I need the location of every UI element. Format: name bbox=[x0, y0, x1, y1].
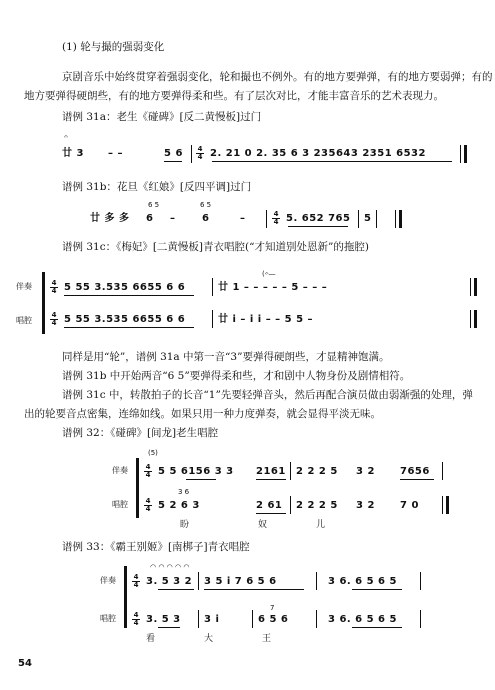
lyric: 儿 bbox=[316, 520, 326, 530]
ex33-voc-measure-2: 3 i bbox=[204, 614, 220, 625]
ex31b-note-1: 6 bbox=[146, 213, 154, 224]
barline bbox=[420, 572, 421, 590]
barline bbox=[470, 278, 471, 296]
barline bbox=[442, 496, 443, 514]
barline bbox=[470, 310, 471, 328]
system-brace bbox=[136, 458, 142, 518]
barline bbox=[198, 610, 199, 628]
barline bbox=[395, 210, 396, 228]
beam bbox=[212, 161, 452, 162]
time-signature: 4 4 bbox=[133, 573, 139, 589]
system-brace bbox=[124, 566, 130, 628]
beam bbox=[64, 295, 194, 296]
beam bbox=[204, 589, 304, 590]
repeat-note: (5) bbox=[148, 449, 158, 457]
time-signature: 4 4 bbox=[197, 145, 203, 161]
label-accompaniment: 伴奏 bbox=[112, 466, 128, 475]
barline bbox=[460, 145, 461, 163]
label-vocal: 唱腔 bbox=[16, 316, 32, 325]
page-number: 54 bbox=[18, 658, 32, 669]
beam bbox=[186, 479, 216, 480]
grace-note: 6 5 bbox=[148, 201, 160, 209]
intro-paragraph-line-1: 京剧音乐中始终贯穿着强弱变化，轮和撮也不例外。有的地方要弹弹，有的地方要弱弹；有的 bbox=[62, 71, 493, 83]
ex33-voc-measure-3: 6 5 6 bbox=[258, 614, 289, 625]
beam bbox=[400, 479, 434, 480]
ex32-acc-measure-2: 2161 bbox=[256, 466, 286, 477]
ex31c-acc-measure-1: 5 55 3.535 6655 6 6 bbox=[64, 282, 186, 293]
intro-paragraph-line-2: 地方要弹得硬朗些，有的地方要弹得柔和些。有了层次对比，才能丰富音乐的艺术表现力。 bbox=[24, 90, 444, 102]
lyric: 盼 bbox=[180, 520, 190, 530]
lyric: 大 bbox=[204, 634, 214, 644]
ex31b-measure-2: 5 bbox=[364, 213, 372, 224]
ex32-acc-measure-3: 2 2 2 5 bbox=[296, 466, 338, 477]
ex33-acc-measure-2: 3 5 i 7 6 5 6 bbox=[204, 576, 277, 587]
ex31a-measure-1: 5 6 bbox=[164, 148, 183, 159]
ex32-acc-measure-1: 5 5 6156 3 3 bbox=[158, 466, 234, 477]
label-vocal: 唱腔 bbox=[112, 500, 128, 509]
barline bbox=[191, 145, 192, 163]
ornament-marks: ◠ ◠ ◠ ◠ ◠ bbox=[150, 563, 190, 571]
beam bbox=[288, 226, 348, 227]
final-barline bbox=[474, 310, 477, 328]
final-barline bbox=[464, 145, 467, 163]
beam bbox=[352, 589, 402, 590]
ex31a-measure-2: 2. 21 0 2. 35 6 3 235643 2351 6532 bbox=[210, 148, 426, 159]
example-31b-caption: 谱例 31b：花旦《红娘》[反四平调]过门 bbox=[62, 181, 252, 193]
ex31b-note-2: 6 bbox=[202, 213, 210, 224]
beam bbox=[256, 479, 286, 480]
paragraph-line-3: 谱例 31c 中，转散拍子的长音“1”先要轻弹音头，然后再配合演员做由弱渐强的处理，弹 bbox=[62, 389, 473, 401]
time-signature: 4 4 bbox=[273, 210, 279, 226]
ex32-voc-measure-5: 7 0 bbox=[400, 500, 419, 511]
ex33-voc-measure-4: 3 6. 6 5 6 5 bbox=[328, 614, 397, 625]
ex31b-dash-1: – bbox=[170, 213, 176, 224]
lyric: 王 bbox=[262, 634, 272, 644]
ex31c-acc-measure-2: 廿 1 – – – – – 5 – – – bbox=[218, 282, 328, 293]
ex32-voc-measure-2: 2 61 bbox=[256, 500, 283, 511]
ex31b-dash-2: – bbox=[240, 213, 246, 224]
lyric: 看 bbox=[146, 634, 156, 644]
grace-note: 3 6 bbox=[178, 488, 190, 496]
ex32-voc-measure-3: 2 2 2 5 bbox=[296, 500, 338, 511]
example-31a-caption: 谱例 31a：老生《碰碑》[反二黄慢板]过门 bbox=[62, 111, 262, 123]
lyric: 奴 bbox=[258, 520, 268, 530]
label-accompaniment: 伴奏 bbox=[100, 576, 116, 585]
barline bbox=[212, 278, 213, 296]
beam bbox=[256, 513, 286, 514]
paragraph-line-2: 谱例 31b 中开始两音“6 5”要弹得柔和些，才和剧中人物身份及剧情相符。 bbox=[62, 370, 411, 382]
beam bbox=[64, 327, 194, 328]
final-barline bbox=[399, 210, 402, 228]
barline bbox=[420, 610, 421, 628]
final-barline bbox=[474, 278, 477, 296]
beam bbox=[158, 589, 194, 590]
example-32-caption: 谱例 32：《碰碑》[间龙]老生唱腔 bbox=[62, 427, 219, 439]
ex31c-voc-measure-1: 5 55 3.535 6655 6 6 bbox=[64, 314, 186, 325]
example-33-caption: 谱例 33：《霸王别姬》[南梆子]青衣唱腔 bbox=[62, 541, 250, 553]
label-accompaniment: 伴奏 bbox=[16, 282, 32, 291]
paragraph-line-4: 出的轮要音点密集，连绵如线。如果只用一种力度弹奏，就会显得平淡无味。 bbox=[24, 408, 381, 420]
ex33-acc-measure-1: 3. 5 3 2 bbox=[146, 576, 193, 587]
time-signature: 4 4 bbox=[51, 311, 57, 327]
beam bbox=[352, 627, 402, 628]
time-signature: 4 4 bbox=[145, 497, 151, 513]
barline bbox=[316, 610, 317, 628]
grace-note: 6 5 bbox=[200, 201, 212, 209]
system-brace bbox=[42, 272, 48, 334]
ex31c-voc-measure-2: 廿 i – i i – – 5 5 – bbox=[218, 314, 314, 325]
ex31a-start-note: 廿 3 bbox=[62, 148, 84, 159]
beam bbox=[164, 161, 182, 162]
example-31c-caption: 谱例 31c：《梅妃》[二黄慢板]青衣唱腔(“才知道别处恩新”的拖腔) bbox=[62, 241, 369, 253]
barline bbox=[358, 210, 359, 228]
fermata-mark: 𝄐 bbox=[64, 133, 68, 141]
barline bbox=[290, 462, 291, 480]
barline bbox=[376, 210, 377, 228]
ex33-voc-measure-1: 3. 5 3 bbox=[146, 614, 181, 625]
ex31b-measure-1: 5. 652 765 bbox=[286, 213, 351, 224]
time-signature: 4 4 bbox=[51, 279, 57, 295]
barline bbox=[252, 610, 253, 628]
ex32-acc-measure-5: 7656 bbox=[400, 466, 430, 477]
ex32-voc-measure-4: 3 2 bbox=[356, 500, 375, 511]
paragraph-line-1: 同样是用“轮”，谱例 31a 中第一音“3”要弹得硬朗些，才显精神饱满。 bbox=[62, 351, 390, 363]
barline bbox=[316, 572, 317, 590]
barline bbox=[198, 572, 199, 590]
ex32-voc-measure-1: 5 2 6 3 bbox=[158, 500, 200, 511]
ex31a-dashes: – – bbox=[108, 148, 123, 159]
final-barline bbox=[446, 496, 449, 514]
time-signature: 4 4 bbox=[133, 611, 139, 627]
barline bbox=[212, 310, 213, 328]
ex33-acc-measure-3: 3 6. 6 5 6 5 bbox=[328, 576, 397, 587]
grace-note: 7 bbox=[270, 604, 275, 612]
barline bbox=[290, 496, 291, 514]
label-vocal: 唱腔 bbox=[100, 614, 116, 623]
fermata-mark: (𝄐— bbox=[262, 270, 276, 278]
barline bbox=[442, 462, 443, 480]
section-heading: (1) 轮与撮的强弱变化 bbox=[62, 41, 165, 53]
ex31b-start: 廿 多 多 bbox=[90, 213, 130, 224]
ex32-acc-measure-4: 3 2 bbox=[356, 466, 375, 477]
beam bbox=[158, 627, 180, 628]
time-signature: 4 4 bbox=[145, 463, 151, 479]
barline bbox=[266, 210, 267, 228]
